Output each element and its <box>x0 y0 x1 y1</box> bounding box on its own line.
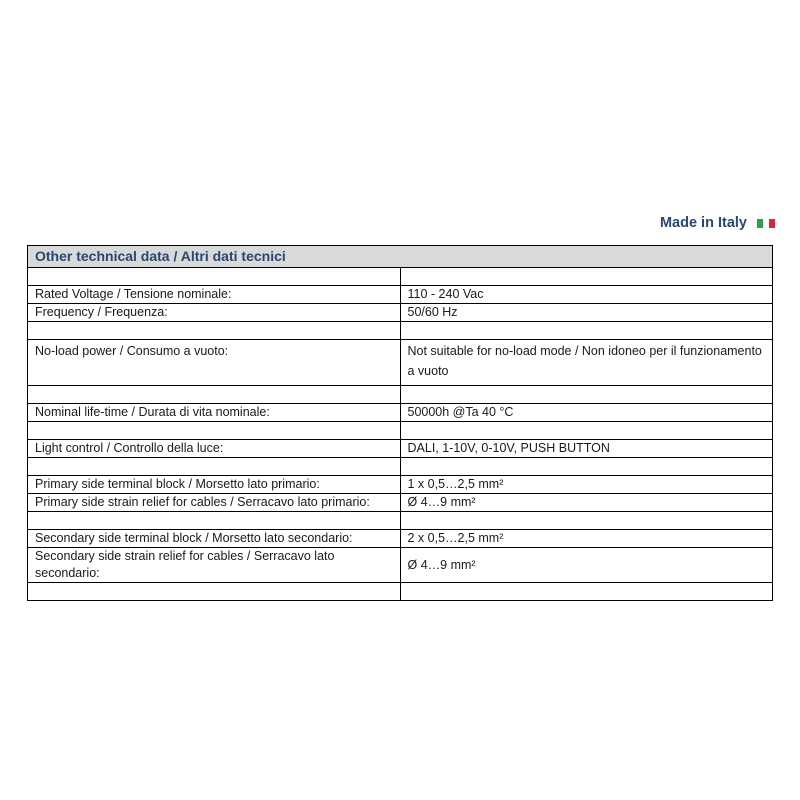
spec-label <box>28 322 401 340</box>
table-row <box>28 322 773 340</box>
made-in-italy-badge <box>600 212 775 234</box>
table-row <box>28 404 773 422</box>
spec-value: 110 - 240 Vac <box>400 286 773 304</box>
table-row <box>28 422 773 440</box>
spec-value <box>400 386 773 404</box>
technical-data-table <box>27 245 773 601</box>
spec-value <box>400 268 773 286</box>
spec-label <box>28 386 401 404</box>
spec-value: 1 x 0,5…2,5 mm² <box>400 476 773 494</box>
spec-label <box>28 583 401 601</box>
spec-label: Nominal life-time / Durata di vita nominale: <box>28 404 401 422</box>
made-in-label: Made in Italy <box>659 215 747 231</box>
spec-value: 50000h @Ta 40 °C <box>400 404 773 422</box>
spec-value: 50/60 Hz <box>400 304 773 322</box>
table-row <box>28 286 773 304</box>
table-row <box>28 512 773 530</box>
spec-label: Secondary side strain relief for cables / Serracavo lato secondario: <box>28 548 401 583</box>
spec-value <box>400 422 773 440</box>
table-row <box>28 386 773 404</box>
spec-label: Secondary side terminal block / Morsetto lato secondario: <box>28 530 401 548</box>
table-header-row <box>28 246 773 268</box>
table-row <box>28 530 773 548</box>
spec-label <box>28 268 401 286</box>
spec-value: DALI, 1-10V, 0-10V, PUSH BUTTON <box>400 440 773 458</box>
table-row <box>28 340 773 386</box>
table-row <box>28 583 773 601</box>
table-row <box>28 494 773 512</box>
spec-label: Light control / Controllo della luce: <box>28 440 401 458</box>
spec-value <box>400 458 773 476</box>
spec-value: Ø 4…9 mm² <box>400 548 773 583</box>
spec-value <box>400 512 773 530</box>
italy-flag-icon <box>757 219 775 228</box>
table-row <box>28 548 773 583</box>
spec-value: 2 x 0,5…2,5 mm² <box>400 530 773 548</box>
spec-value: Not suitable for no-load mode / Non idoneo per il funzionamento a vuoto <box>400 340 773 386</box>
spec-label: Rated Voltage / Tensione nominale: <box>28 286 401 304</box>
table-row <box>28 440 773 458</box>
flag-stripe-red <box>769 219 775 228</box>
spec-label: Primary side terminal block / Morsetto lato primario: <box>28 476 401 494</box>
spec-value <box>400 583 773 601</box>
spec-label: No-load power / Consumo a vuoto: <box>28 340 401 386</box>
spec-label: Frequency / Frequenza: <box>28 304 401 322</box>
table-row <box>28 476 773 494</box>
table-row <box>28 304 773 322</box>
spec-label <box>28 458 401 476</box>
spec-label <box>28 512 401 530</box>
table-row <box>28 458 773 476</box>
spec-label: Primary side strain relief for cables / Serracavo lato primario: <box>28 494 401 512</box>
spec-value <box>400 322 773 340</box>
spec-value: Ø 4…9 mm² <box>400 494 773 512</box>
table-row <box>28 268 773 286</box>
table-title: Other technical data / Altri dati tecnici <box>28 246 773 268</box>
spec-label <box>28 422 401 440</box>
